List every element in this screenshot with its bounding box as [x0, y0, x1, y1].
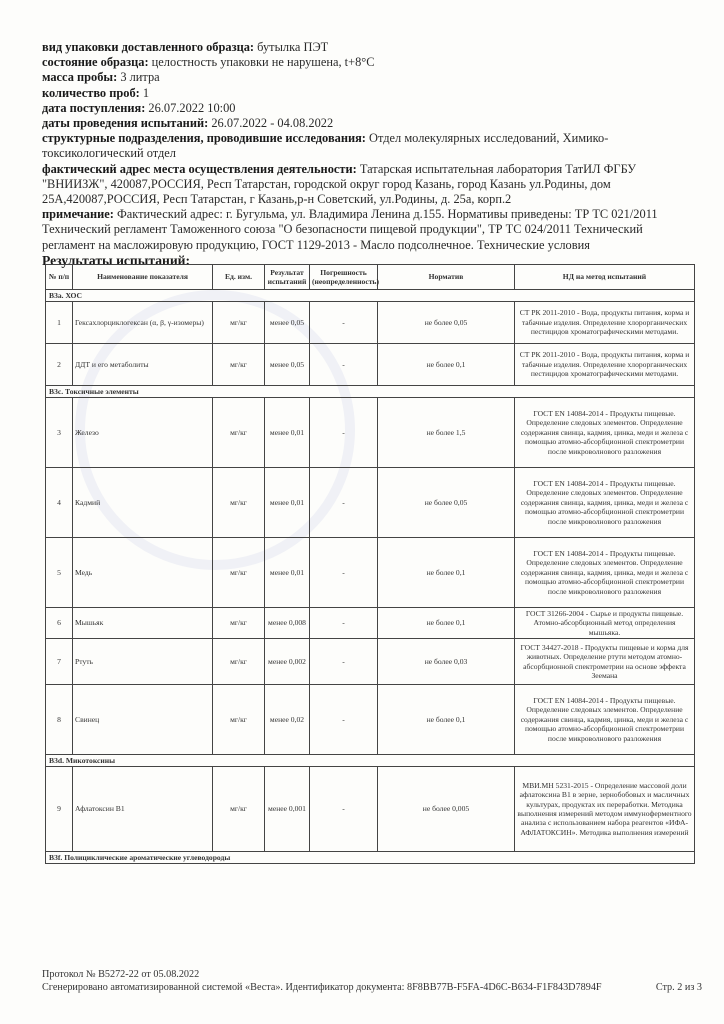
row-method: ГОСТ EN 14084-2014 - Продукты пищевые. Определение следовых элементов. Определение содержания свинца, кадмия, цинка, меди и железа с помощью атомно-абсорбционной спектрометрии после микроволнового разложения [515, 468, 695, 538]
row-number: 3 [46, 398, 73, 468]
row-norm: не более 0,1 [378, 685, 515, 755]
info-departments: структурные подразделения, проводившие исследования: Отдел молекулярных исследований, Химико-токсикологический отдел [42, 131, 609, 161]
row-unit: мг/кг [213, 398, 265, 468]
row-number: 2 [46, 344, 73, 386]
row-norm: не более 0,1 [378, 538, 515, 608]
row-norm: не более 1,5 [378, 398, 515, 468]
row-number: 9 [46, 767, 73, 852]
row-indicator: Гексахлорциклогексан (α, β, γ-изомеры) [73, 302, 213, 344]
row-number: 6 [46, 608, 73, 639]
row-unit: мг/кг [213, 608, 265, 639]
row-result: менее 0,01 [265, 538, 310, 608]
info-condition: состояние образца: целостность упаковки не нарушена, t+8°C [42, 55, 375, 70]
row-indicator: Свинец [73, 685, 213, 755]
row-result: менее 0,008 [265, 608, 310, 639]
row-method: ГОСТ EN 14084-2014 - Продукты пищевые. Определение следовых элементов. Определение содержания свинца, кадмия, цинка, меди и железа с помощью атомно-абсорбционной спектрометрии после микроволнового разложения [515, 685, 695, 755]
table-row [46, 344, 695, 386]
header-method: НД на метод испытаний [515, 265, 695, 290]
row-norm: не более 0,05 [378, 302, 515, 344]
table-row [46, 302, 695, 344]
results-table [45, 264, 695, 864]
row-method: ГОСТ 31266-2004 - Сырье и продукты пищевые. Атомно-абсорбционный метод определения мышьяка. [515, 608, 695, 639]
row-norm: не более 0,1 [378, 344, 515, 386]
row-unit: мг/кг [213, 302, 265, 344]
row-uncertainty: - [310, 302, 378, 344]
row-result: менее 0,002 [265, 639, 310, 685]
row-method: СТ РК 2011-2010 - Вода, продукты питания, корма и табачные изделия. Определение хлорорганических пестицидов хроматографическими методами. [515, 302, 695, 344]
row-method: СТ РК 2011-2010 - Вода, продукты питания, корма и табачные изделия. Определение хлорорганических пестицидов хроматографическими методами. [515, 344, 695, 386]
row-result: менее 0,01 [265, 398, 310, 468]
row-indicator: Афлатоксин В1 [73, 767, 213, 852]
protocol-number: Протокол № В5272-22 от 05.08.2022 [42, 969, 200, 980]
row-uncertainty: - [310, 685, 378, 755]
section-title: В3d. Микотоксины [46, 755, 695, 767]
table-body [46, 290, 695, 864]
table-row [46, 398, 695, 468]
row-unit: мг/кг [213, 468, 265, 538]
table-header-row [46, 265, 695, 290]
header-norm: Норматив [378, 265, 515, 290]
row-unit: мг/кг [213, 344, 265, 386]
row-indicator: Медь [73, 538, 213, 608]
info-count: количество проб: 1 [42, 85, 150, 100]
row-indicator: Ртуть [73, 639, 213, 685]
row-method: МВИ.МН 5231-2015 - Определение массовой доли афлатоксина В1 в зерне, зернобобовых и масличных культурах, продуктах их переработки. Методика выполнения измерений методом иммуноферментного анализа с использованием набора реагентов «ИФА-АФЛАТОКСИН». Методика выполнения измерений [515, 767, 695, 852]
row-uncertainty: - [310, 639, 378, 685]
row-result: менее 0,01 [265, 468, 310, 538]
row-indicator: Кадмий [73, 468, 213, 538]
row-method: ГОСТ EN 14084-2014 - Продукты пищевые. Определение следовых элементов. Определение содержания свинца, кадмия, цинка, меди и железа с помощью атомно-абсорбционной спектрометрии после микроволнового разложения [515, 398, 695, 468]
table-row [46, 639, 695, 685]
row-number: 4 [46, 468, 73, 538]
info-address: фактический адрес места осуществления деятельности: Татарская испытательная лаборатория ТатИЛ ФГБУ "ВНИИЗЖ", 420087,РОССИЯ, Респ Татарстан, городской округ город Казань, город Казань ул.Родины, дом 25А,420087,РОССИЯ, Респ Татарстан, г Казань,р-н Советский, ул.Родины, д. 25а, корп.2 [42, 161, 637, 207]
section-row [46, 755, 695, 767]
row-number: 5 [46, 538, 73, 608]
row-norm: не более 0,005 [378, 767, 515, 852]
section-title: В3f. Полициклические ароматические углеводороды [46, 852, 695, 864]
info-packaging: вид упаковки доставленного образца: бутылка ПЭТ [42, 40, 329, 54]
generated-by: Сгенерировано автоматизированной системой «Веста». Идентификатор документа: 8F8BB77B-F5FA-4D6C-B634-F1F843D7894F [42, 982, 602, 993]
row-unit: мг/кг [213, 639, 265, 685]
row-result: менее 0,05 [265, 302, 310, 344]
row-uncertainty: - [310, 538, 378, 608]
info-test-dates: даты проведения испытаний: 26.07.2022 - 04.08.2022 [42, 116, 334, 131]
info-note: примечание: Фактический адрес: г. Бугульма, ул. Владимира Ленина д.155. Нормативы приведены: ТР ТС 021/2011 Технический регламент Таможенного союза "О безопасности пищевой продукции", ТР ТС 024/2011 Технический регламент на масложировую продукцию, ГОСТ 1129-2013 - Масло подсолнечное. Технические условия [42, 207, 658, 252]
section-title: В3с. Токсичные элементы [46, 386, 695, 398]
row-indicator: Мышьяк [73, 608, 213, 639]
header-number: № п/п [46, 265, 73, 290]
row-indicator: ДДТ и его метаболиты [73, 344, 213, 386]
row-unit: мг/кг [213, 538, 265, 608]
row-norm: не более 0,1 [378, 608, 515, 639]
row-uncertainty: - [310, 608, 378, 639]
table-row [46, 767, 695, 852]
row-indicator: Железо [73, 398, 213, 468]
row-number: 1 [46, 302, 73, 344]
row-unit: мг/кг [213, 767, 265, 852]
row-number: 7 [46, 639, 73, 685]
page-footer [42, 968, 702, 994]
row-method: ГОСТ EN 14084-2014 - Продукты пищевые. Определение следовых элементов. Определение содержания свинца, кадмия, цинка, меди и железа с помощью атомно-абсорбционной спектрометрии после микроволнового разложения [515, 538, 695, 608]
info-received-date: дата поступления: 26.07.2022 10:00 [42, 100, 236, 115]
section-row [46, 290, 695, 302]
table-row [46, 608, 695, 639]
header-indicator: Наименование показателя [73, 265, 213, 290]
table-row [46, 538, 695, 608]
row-uncertainty: - [310, 344, 378, 386]
results-heading: Результаты испытаний: [42, 252, 191, 268]
sample-info-block [42, 40, 692, 268]
row-method: ГОСТ 34427-2018 - Продукты пищевые и корма для животных. Определение ртути методом атомно-абсорбционной спектрометрии на основе эффекта Зеемана [515, 639, 695, 685]
row-result: менее 0,001 [265, 767, 310, 852]
row-number: 8 [46, 685, 73, 755]
table-row [46, 468, 695, 538]
row-norm: не более 0,03 [378, 639, 515, 685]
row-norm: не более 0,05 [378, 468, 515, 538]
section-row [46, 852, 695, 864]
row-uncertainty: - [310, 767, 378, 852]
header-unit: Ед. изм. [213, 265, 265, 290]
info-mass: масса пробы: 3 литра [42, 70, 160, 85]
row-result: менее 0,02 [265, 685, 310, 755]
header-result: Результат испытаний [265, 265, 310, 290]
header-uncertainty: Погрешность (неопределенность) [310, 265, 378, 290]
page-number: Стр. 2 из 3 [655, 982, 702, 993]
table-row [46, 685, 695, 755]
section-row [46, 386, 695, 398]
row-uncertainty: - [310, 468, 378, 538]
section-title: В3а. ХОС [46, 290, 695, 302]
row-uncertainty: - [310, 398, 378, 468]
row-result: менее 0,05 [265, 344, 310, 386]
row-unit: мг/кг [213, 685, 265, 755]
